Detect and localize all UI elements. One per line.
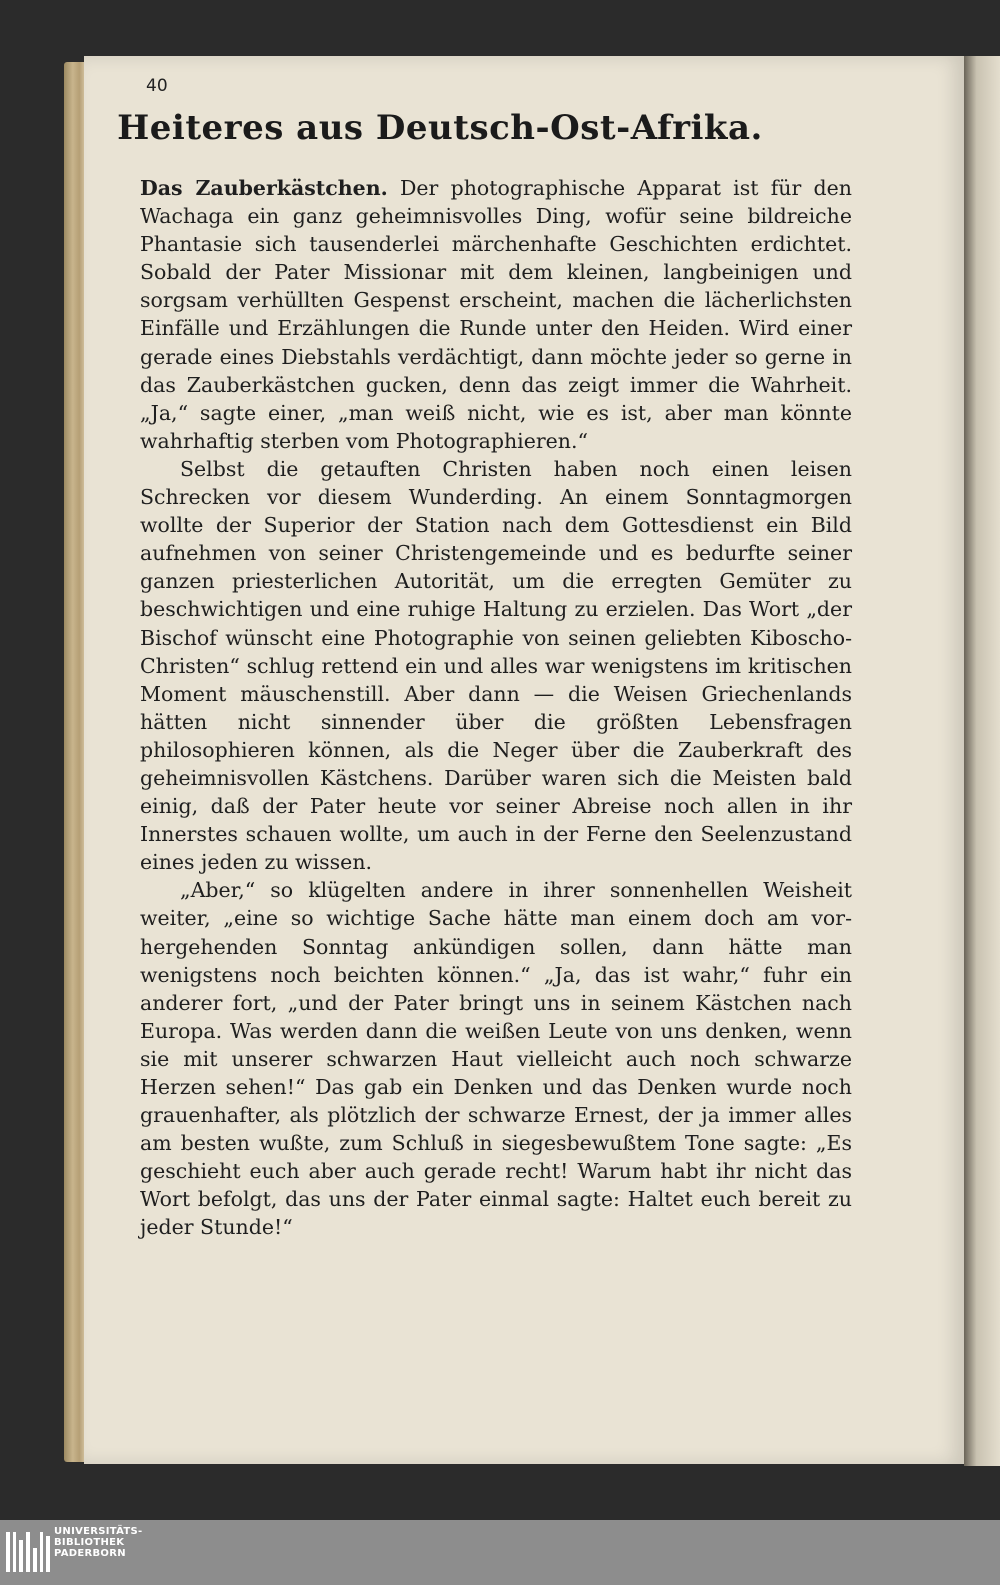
paragraph-3: „Aber,“ so klügelten andere in ihrer sonnenhellen Weisheit weiter, „eine so wichtige Sache hätte man einem doch am vorhergehenden Sonntag ankündigen sollen, dann hätte man wenigstens noch beichten können.“ „Ja, das ist wahr,“ fuhr ein anderer fort, „und der Pater bringt uns in seinem Kästchen nach Europa. Was werden dann die weißen Leute von uns denken, wenn sie mit unserer schwarzen Haut vielleicht auch noch schwarze Herzen sehen!“ Das gab ein Denken und das Denken wurde noch grauenhafter, als plötzlich der schwarze Ernest, der ja immer alles am besten wußte, zum Schluß in siegesbewußtem Tone sagte: „Es geschieht euch aber auch gerade recht! Warum habt ihr nicht das Wort befolgt, das uns der Pater einmal sagte: Haltet euch bereit zu jeder Stunde!“	[140, 878, 852, 1240]
library-logo-text	[54, 1526, 143, 1559]
paragraph-1-text: Der photographische Apparat ist für den Wachaga ein ganz geheimnisvolles Ding, wofür seine bildreiche Phantasie sich tausenderlei märchenhafte Geschichten erdichtet. Sobald der Pater Missionar mit dem kleinen, langbeinigen und sorgsam verhüllten Gespenst erscheint, machen die lächerlichsten Einfälle und Erzählungen die Runde unter den Heiden. Wird einer gerade eines Diebstahls verdächtigt, dann möchte jeder so gerne in das Zauberkästchen gucken, denn das zeigt immer die Wahrheit. „Ja,“ sagte einer, „man weiß nicht, wie es ist, aber man könnte wahrhaftig sterben vom Photographieren.“	[140, 176, 852, 453]
logo-line-3: PADERBORN	[54, 1548, 126, 1559]
page-title: Heiteres aus Deutsch-Ost-Afrika.	[117, 108, 763, 148]
library-logo-icon	[6, 1532, 50, 1572]
page-number: 40	[146, 76, 168, 96]
paragraph-2: Selbst die getauften Christen haben noch einen leisen Schrecken vor diesem Wunderding. An einem Sonntagmorgen wollte der Superior der Station nach dem Gottesdienst ein Bild aufnehmen von seiner Christengemeinde und es bedurfte seiner ganzen priesterlichen Autorität, um die erregten Gemüter zu beschwichtigen und eine ruhige Haltung zu erzielen. Das Wort „der Bischof wünscht eine Photographie von seinen geliebten Kiboscho-Christen“ schlug rettend ein und alles war wenigstens im kritischen Moment mäuschenstill. Aber dann — die Weisen Griechenlands hätten nicht sinnender über die größten Lebensfragen philosophieren können, als die Neger über die Zauberkraft des geheimnisvollen Kästchens. Darüber waren sich die Meisten bald einig, daß der Pater heute vor seiner Abreise noch allen in ihr Innerstes schauen wollte, um auch in der Ferne den Seelenzustand eines jeden zu wissen.	[140, 456, 852, 875]
book-edge	[64, 62, 86, 1462]
footer-bar	[0, 1520, 1000, 1585]
article-body	[140, 174, 852, 1242]
logo-line-2: BIBLIOTHEK	[54, 1537, 125, 1548]
logo-line-1: UNIVERSITÄTS-	[54, 1526, 143, 1537]
paragraph-1	[140, 174, 852, 455]
facing-page-edge	[964, 56, 1000, 1466]
section-heading: Das Zauberkästchen.	[140, 176, 388, 200]
